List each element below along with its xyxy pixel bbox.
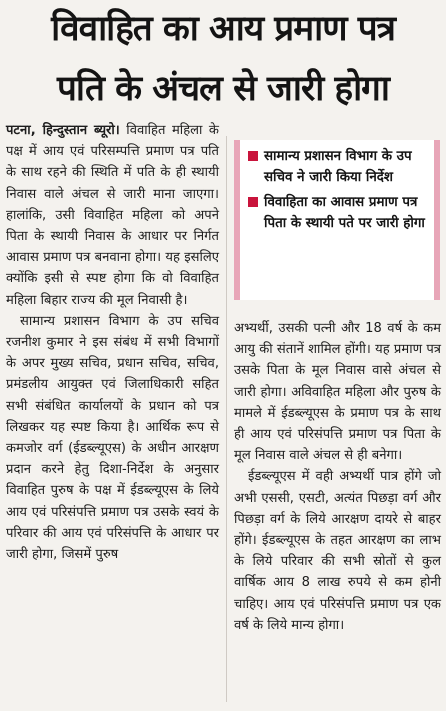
headline-line-1: विवाहित का आय प्रमाण पत्र bbox=[51, 9, 395, 49]
article-paragraph: अभ्यर्थी, उसकी पत्नी और 18 वर्ष के कम आयु की संतानें शामिल होंगी। यह प्रमाण पत्र उसके पिता के मूल निवास वासे अंचल से जारी होगा। अविवाहित महिला और पुरुष के मामले में ईडब्ल्यूएस के प्रमाण पत्र के साथ ही आय एवं परिसंपत्ति प्रमाण पत्र पिता के मूल निवास वाले अंचल से ही बनेगा। bbox=[234, 321, 441, 464]
article-paragraph: सामान्य प्रशासन विभाग के उप सचिव रजनीश कुमार ने इस संबंध में सभी विभागों के अपर मुख्य सचिव, प्रधान सचिव, सचिव, प्रमंडलीय आयुक्त एवं जिलाधिकारी सहित सभी संबंधित कार्यालयों के प्रधान को पत्र लिखकर यह स्पष्ट किया है। आर्थिक रूप से कमजोर वर्ग (ईडब्ल्यूएस) के अधीन आरक्षण प्रदान करने हेतु दिशा-निर्देश के अनुसार विवाहित पुरुष के पक्ष में ईडब्ल्यूएस के लिये आय एवं परिसंपत्ति प्रमाण पत्र उसके स्वयं के परिवार की आय एवं परिसंपत्ति के आधार पर जारी होगा, जिसमें पुरुष bbox=[6, 313, 219, 563]
highlight-text: सामान्य प्रशासन विभाग के उप सचिव ने जारी किया निर्देश bbox=[264, 149, 412, 185]
highlight-text: विवाहिता का आवास प्रमाण पत्र पिता के स्थायी पते पर जारी होगा bbox=[264, 195, 425, 231]
dateline: पटना, हिन्दुस्तान ब्यूरो। bbox=[6, 123, 120, 138]
square-bullet-icon bbox=[248, 151, 258, 161]
article-paragraph bbox=[6, 120, 219, 311]
article-left-column bbox=[6, 120, 219, 565]
highlight-item bbox=[246, 146, 428, 188]
article-paragraph: ईडब्ल्यूएस में वही अभ्यर्थी पात्र होंगे जो अभी एससी, एसटी, अत्यंत पिछड़ा वर्ग और पिछड़ा वर्ग के लिये आरक्षण दायरे से बाहर होंगे। ईडब्ल्यूएस के तहत आरक्षण का लाभ के लिये परिवार की सभी स्रोतों से कुल वार्षिक आय 8 लाख रुपये से कम होनी चाहिए। आय एवं परिसंपत्ति प्रमाण पत्र एक वर्ष के लिये मान्य होगा। bbox=[234, 469, 441, 633]
headline-line-2: पति के अंचल से जारी होगा bbox=[57, 69, 389, 109]
paragraph-text: विवाहित महिला के पक्ष में आय एवं परिसम्पत्ति प्रमाण पत्र पति के साथ रहने की स्थिति में पति के ही स्थायी निवास वाले अंचल से जारी माना जाएगा। हालांकि, उसी विवाहित महिला को अपने पिता के स्थायी निवास के आधार पर निर्गत आवास प्रमाण पत्र बनवाना होगा। यह इसलिए क्योंकि इसी से स्पष्ट होगा कि वो विवाहित महिला बिहार राज्य की मूल निवासी है। bbox=[6, 123, 219, 308]
highlight-item bbox=[246, 192, 428, 234]
column-divider bbox=[226, 136, 227, 702]
square-bullet-icon bbox=[248, 197, 258, 207]
highlights-box bbox=[234, 140, 440, 300]
article-right-column bbox=[234, 318, 441, 636]
